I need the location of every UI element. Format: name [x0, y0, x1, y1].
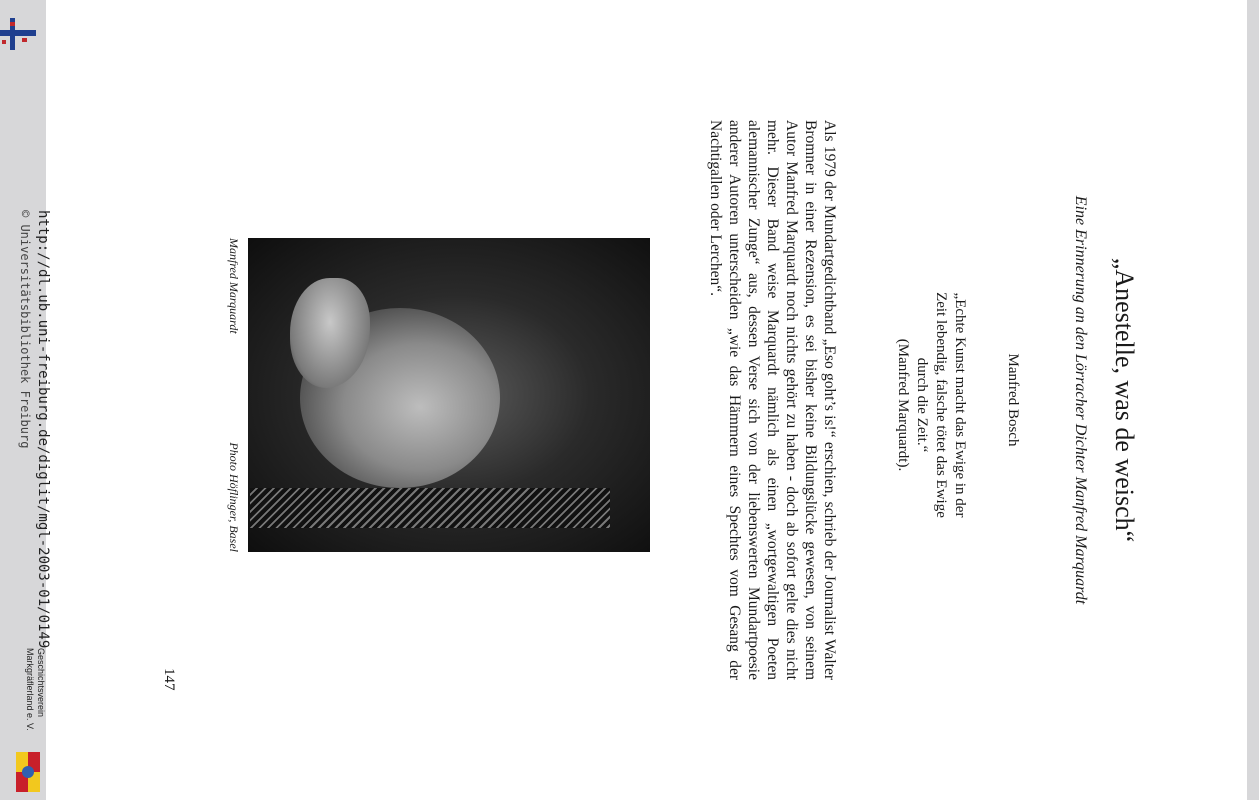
epigraph-quote — [893, 260, 969, 550]
society-line-2: Markgräflerland e. V. — [25, 648, 35, 731]
photo-credit: Photo Höflinger, Basel — [227, 442, 241, 552]
viewer-copyright: © Universitätsbibliothek Freiburg — [18, 210, 32, 449]
article-title: „Anestelle, was de weisch“ — [1110, 257, 1139, 543]
viewer-sidebar — [0, 0, 51, 800]
society-line-1: Geschichtsverein — [36, 648, 46, 718]
article-body: Als 1979 der Mundartgedichtband „Eso goht’s is!“ erschien, schrieb der Journalist Walter Bromner in einer Rezension, es sei bisher keine Bildungslücke gewesen, von seinem Autor Manfred Marquardt noch nichts gehört zu haben - doch ab sofort gelte dies nicht mehr. Dieser Band weise Marquardt nämlich als einen „wortgewaltigen Poeten alemannischer Zunge“ aus, dessen Verse sich von der liebenswerten Mundartpoesie anderer Autoren unterscheiden „wie das Hämmern eines Spechtes vom Gesang der Nachtigallen oder Lerchen“. — [707, 120, 838, 680]
article-author: Manfred Bosch — [1005, 353, 1021, 447]
society-crest-icon — [16, 752, 40, 792]
document-page — [46, 0, 1259, 800]
photo-scarf — [250, 488, 610, 528]
quote-line: Zeit lebendig, falsche tötet das Ewige — [933, 292, 949, 518]
quote-line: durch die Zeit.“ — [914, 357, 930, 453]
society-label — [24, 648, 46, 731]
viewer-url[interactable]: http://dl.ub.uni-freiburg.de/diglit/mgl-2003-01/0149 — [35, 210, 51, 649]
quote-line: „Echte Kunst macht das Ewige in der — [952, 292, 968, 518]
author-photo — [248, 238, 650, 552]
page-number: 147 — [161, 668, 177, 691]
cross-logo-icon — [0, 14, 38, 54]
article-subtitle: Eine Erinnerung an den Lörracher Dichter Manfred Marquardt — [1072, 195, 1089, 605]
photo-caption: Manfred Marquardt — [227, 238, 241, 334]
quote-attribution: (Manfred Marquardt). — [895, 338, 911, 472]
